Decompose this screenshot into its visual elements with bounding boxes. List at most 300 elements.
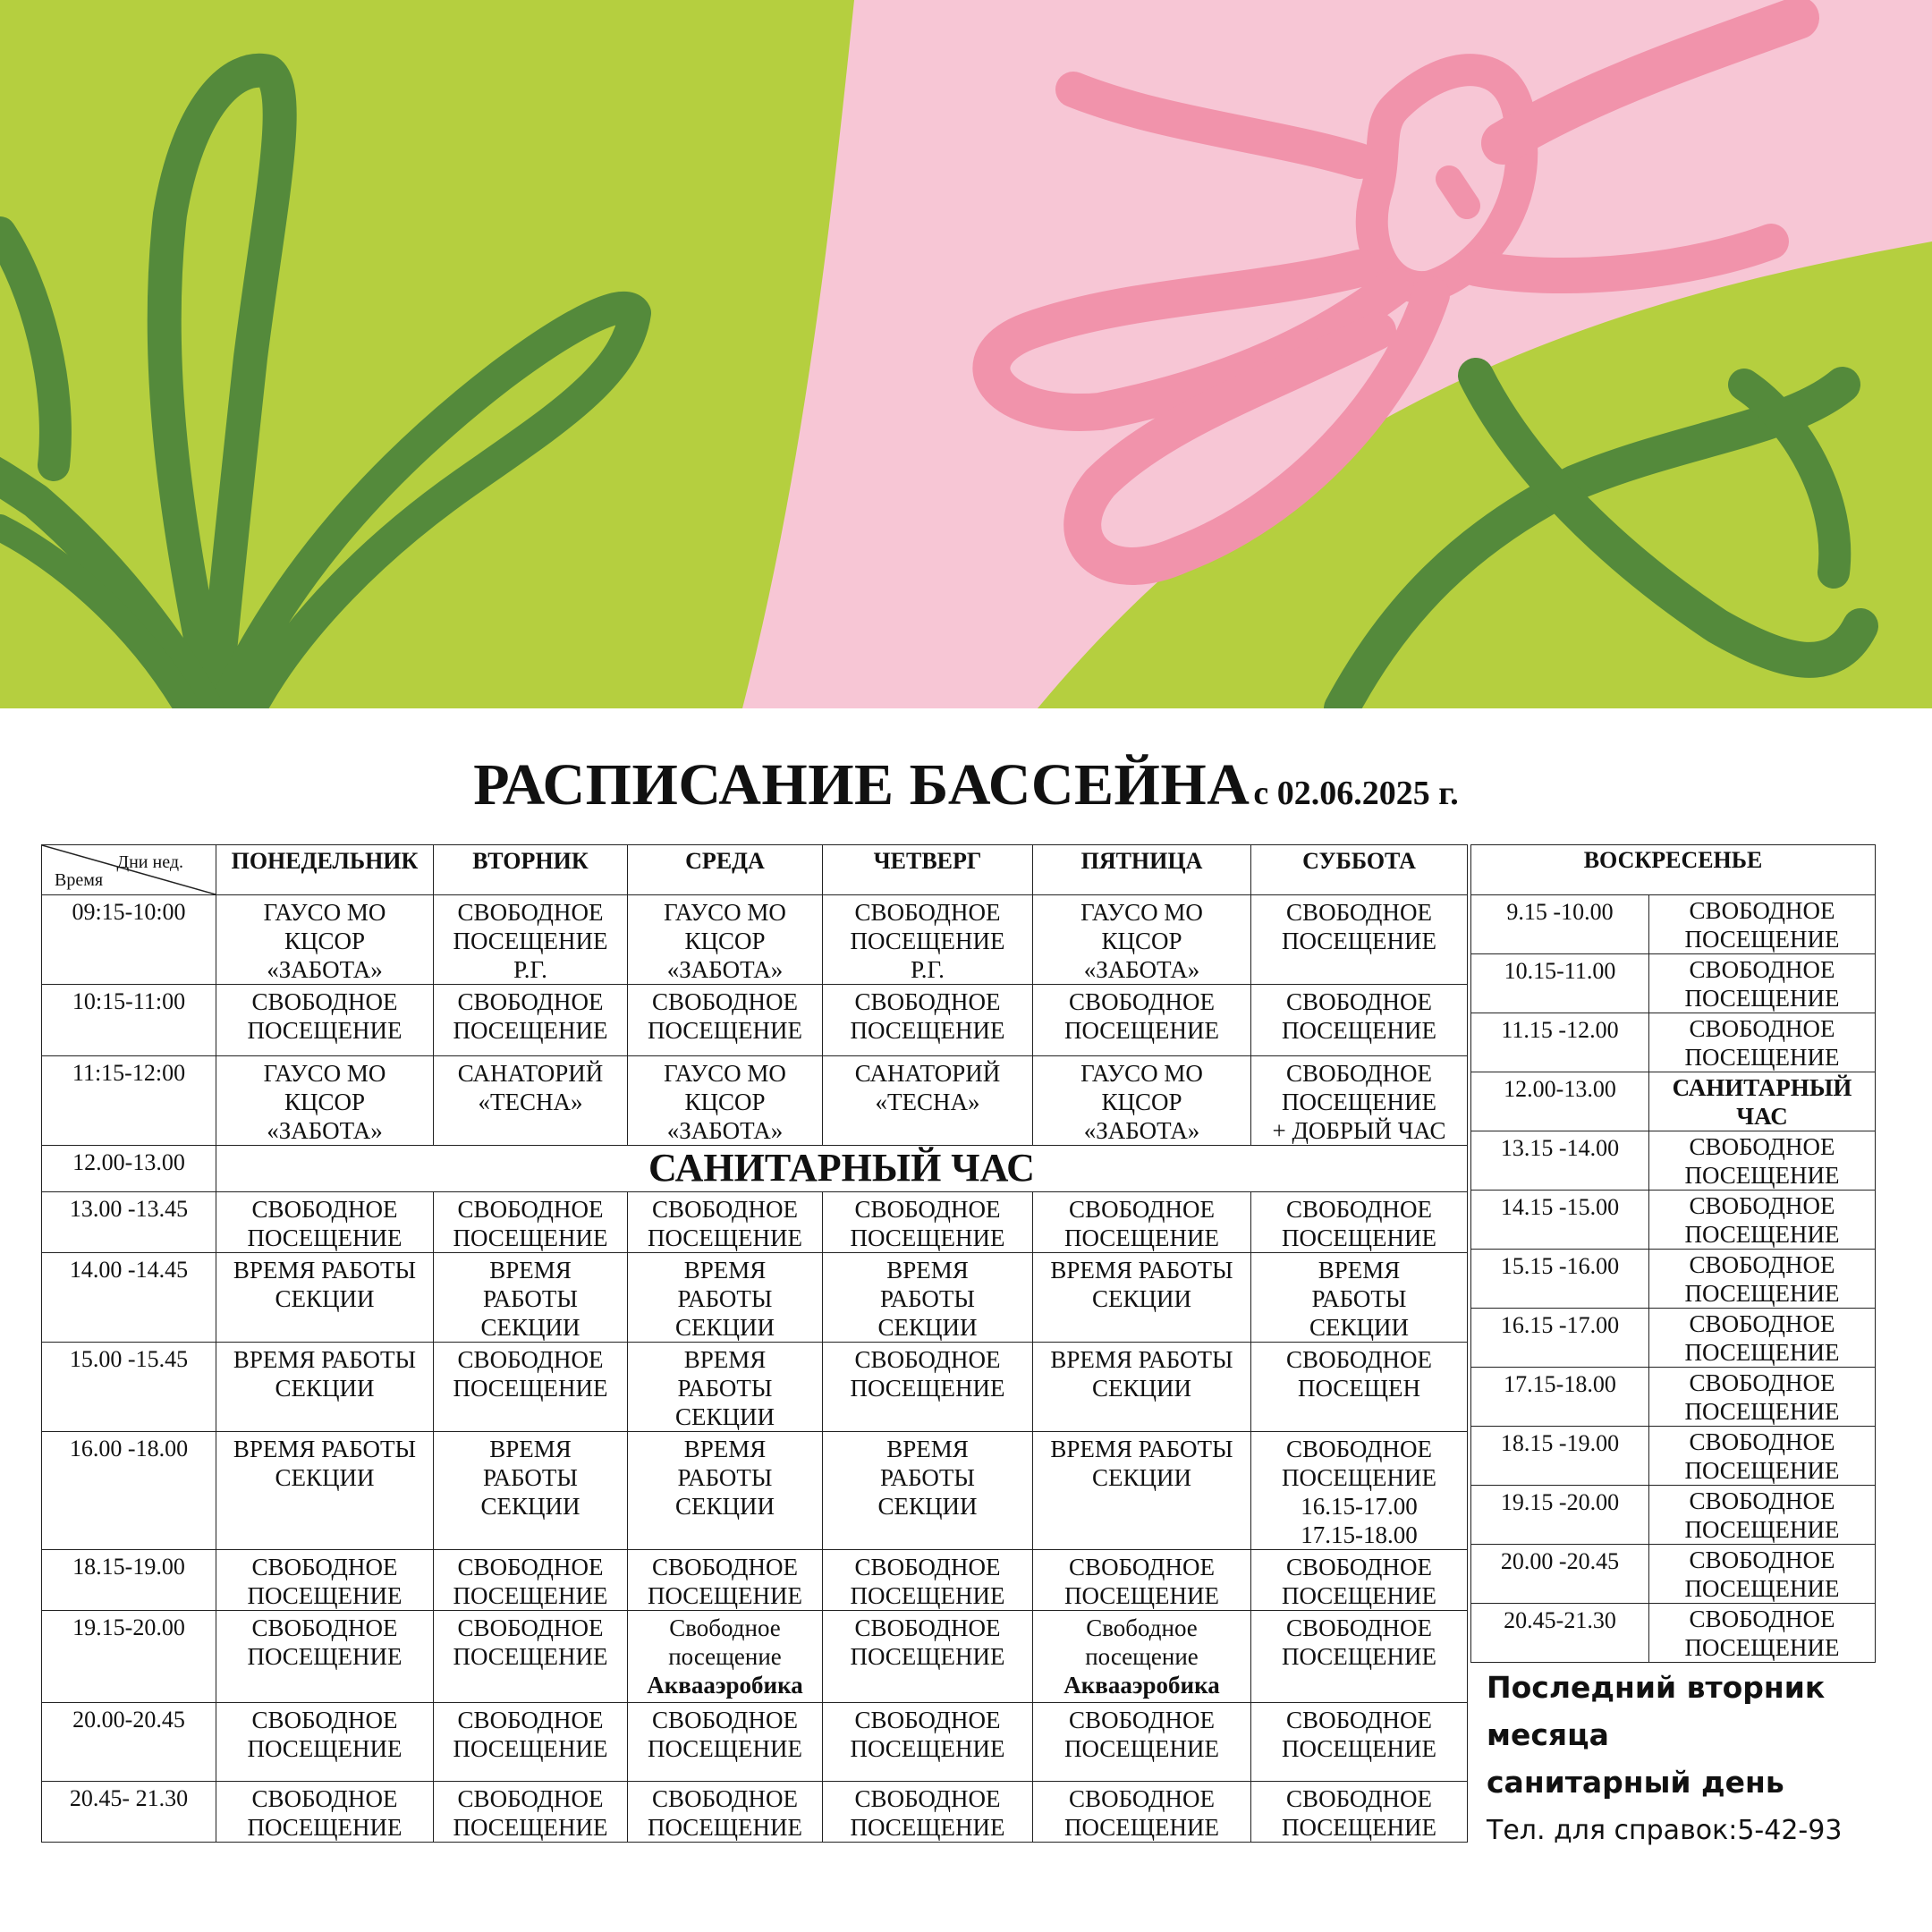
cell-line: СВОБОДНОЕ [1286, 1785, 1432, 1812]
cell-line: СЕКЦИИ [1091, 1375, 1191, 1402]
sunday-time-cell: 19.15 -20.00 [1471, 1486, 1649, 1545]
cell-line: ВРЕМЯ РАБОТЫ [1050, 1257, 1233, 1284]
cell-line: СВОБОДНОЕ [1286, 1554, 1432, 1580]
cell-line: КЦСОР [284, 928, 366, 954]
time-cell: 10:15-11:00 [42, 985, 216, 1056]
cell-line: СВОБОДНОЕ [854, 1785, 1001, 1812]
header-row [42, 845, 1468, 895]
schedule-cell [216, 1056, 434, 1146]
cell-line: ПОСЕЩЕНИЕ [1684, 1516, 1840, 1543]
corner-time-label: Время [55, 870, 104, 890]
sunday-cell [1649, 954, 1876, 1013]
schedule-cell [1033, 1192, 1251, 1253]
cell-line: ПОСЕЩЕНИЕ [1063, 1224, 1220, 1251]
schedule-cell [628, 1343, 823, 1432]
schedule-cell [434, 1192, 628, 1253]
cell-line: СВОБОДНОЕ [1689, 1310, 1835, 1337]
schedule-cell [1033, 1253, 1251, 1343]
schedule-cell [823, 1782, 1033, 1843]
cell-line: ПОСЕЩЕНИЕ [1684, 1044, 1840, 1071]
schedule-cell [628, 1192, 823, 1253]
cell-line: СВОБОДНОЕ [1069, 1785, 1215, 1812]
cell-line: КЦСОР [684, 1089, 766, 1115]
schedule-cell [216, 1432, 434, 1550]
cell-line: СВОБОДНОЕ [1069, 1554, 1215, 1580]
sunday-cell [1649, 1368, 1876, 1427]
schedule-cell [434, 985, 628, 1056]
cell-line: «ЗАБОТА» [267, 956, 383, 983]
schedule-cell [434, 1253, 628, 1343]
cell-line: ВРЕМЯ РАБОТЫ [233, 1346, 417, 1373]
cell-line: ГАУСО МО [664, 899, 786, 926]
cell-line: СВОБОДНОЕ [1689, 1369, 1835, 1396]
cell-line: РАБОТЫ [1311, 1285, 1407, 1312]
sunday-row [1471, 1545, 1876, 1604]
cell-line: ПОСЕЩЕНИЕ [453, 1375, 608, 1402]
cell-line: ПОСЕЩЕНИЕ [1684, 1634, 1840, 1661]
day-header: ВТОРНИК [434, 845, 628, 895]
schedule-cell [1033, 1432, 1251, 1550]
cell-line: «ТЕСНА» [875, 1089, 980, 1115]
cell-line: ПОСЕЩЕНИЕ [850, 1643, 1005, 1670]
cell-line: ПОСЕЩЕНИЕ [1281, 1224, 1437, 1251]
sunday-time-cell: 15.15 -16.00 [1471, 1250, 1649, 1309]
schedule-cell [823, 895, 1033, 985]
cell-line: СВОБОДНОЕ [1286, 1346, 1432, 1373]
schedule-cell [434, 1703, 628, 1782]
cell-line: СЕКЦИИ [275, 1464, 375, 1491]
cell-line: РАБОТЫ [677, 1375, 773, 1402]
cell-line: ПОСЕЩЕНИЕ [1281, 1017, 1437, 1044]
time-cell: 20.00-20.45 [42, 1703, 216, 1782]
cell-line: ПОСЕЩЕНИЕ [1684, 1457, 1840, 1484]
sunday-cell [1649, 1191, 1876, 1250]
time-cell: 13.00 -13.45 [42, 1192, 216, 1253]
schedule-cell [823, 1432, 1033, 1550]
cell-line: ПОСЕЩЕНИЕ [647, 1017, 803, 1044]
schedule-cell [216, 1703, 434, 1782]
schedule-cell [823, 1253, 1033, 1343]
cell-line: СЕКЦИИ [480, 1314, 580, 1341]
corner-days-label: Дни нед. [116, 852, 183, 872]
cell-line: ПОСЕЩЕНИЕ [247, 1735, 402, 1762]
cell-line: СВОБОДНОЕ [457, 988, 604, 1015]
cell-line: ПОСЕЩЕНИЕ [247, 1017, 402, 1044]
schedule-cell [434, 1782, 628, 1843]
cell-line: ПОСЕЩЕНИЕ [1684, 1280, 1840, 1307]
sunday-cell [1649, 1486, 1876, 1545]
time-cell: 16.00 -18.00 [42, 1432, 216, 1550]
sunday-cell [1649, 1250, 1876, 1309]
schedule-cell [434, 1550, 628, 1611]
schedule-row [42, 1056, 1468, 1146]
cell-line: СЕКЦИИ [674, 1493, 775, 1520]
cell-line: ПОСЕЩЕНИЕ [647, 1814, 803, 1841]
cell-line: ВРЕМЯ [886, 1436, 969, 1462]
cell-line: ПОСЕЩЕНИЕ [1281, 1814, 1437, 1841]
sunday-time-cell: 12.00-13.00 [1471, 1072, 1649, 1131]
cell-line: ПОСЕЩЕНИЕ [1684, 1221, 1840, 1248]
schedule-cell [1251, 985, 1468, 1056]
phone-info: Тел. для справок:5-42-93 [1487, 1815, 1843, 1846]
sunday-cell [1649, 1013, 1876, 1072]
corner-header [42, 845, 216, 895]
cell-line: «ЗАБОТА» [666, 956, 784, 983]
cell-line: ПОСЕЩЕНИЕ [850, 1814, 1005, 1841]
schedule-row [42, 1146, 1468, 1192]
cell-line: КЦСОР [684, 928, 766, 954]
cell-line: СВОБОДНОЕ [1689, 956, 1835, 983]
time-cell: 18.15-19.00 [42, 1550, 216, 1611]
sunday-cell [1649, 1545, 1876, 1604]
cell-line: ВРЕМЯ [886, 1257, 969, 1284]
cell-line: ПОСЕЩЕНИЕ [647, 1735, 803, 1762]
cell-line: ГАУСО МО [1080, 1060, 1203, 1087]
cell-line: СВОБОДНОЕ [854, 1614, 1001, 1641]
cell-line: СВОБОДНОЕ [1286, 1436, 1432, 1462]
schedule-cell [1251, 1432, 1468, 1550]
schedule-cell [1033, 1343, 1251, 1432]
cell-line: ВРЕМЯ [683, 1257, 767, 1284]
schedule-cell [434, 1432, 628, 1550]
sunday-row [1471, 1013, 1876, 1072]
schedule-cell [1033, 1056, 1251, 1146]
sunday-time-cell: 13.15 -14.00 [1471, 1131, 1649, 1191]
schedule-cell [216, 1343, 434, 1432]
cell-line: СВОБОДНОЕ [1069, 1196, 1215, 1223]
sunday-time-cell: 16.15 -17.00 [1471, 1309, 1649, 1368]
schedule-cell [628, 1782, 823, 1843]
cell-line: ГАУСО МО [263, 899, 386, 926]
cell-line: ВРЕМЯ РАБОТЫ [233, 1436, 417, 1462]
cell-line: СЕКЦИИ [480, 1493, 580, 1520]
cell-line: ПОСЕЩЕНИЕ [850, 1017, 1005, 1044]
cell-line: ПОСЕЩЕНИЕ [1684, 1162, 1840, 1189]
cell-line: СВОБОДНОЕ [251, 1554, 398, 1580]
cell-line: ГАУСО МО [664, 1060, 786, 1087]
sunday-row [1471, 1309, 1876, 1368]
cell-line: ПОСЕЩЕНИЕ [850, 928, 1005, 954]
time-cell: 09:15-10:00 [42, 895, 216, 985]
cell-line: ПОСЕЩЕНИЕ [1281, 1643, 1437, 1670]
schedule-row [42, 985, 1468, 1056]
cell-line: ПОСЕЩЕНИЕ [1684, 1398, 1840, 1425]
schedule-row [42, 1192, 1468, 1253]
sanitary-hour-cell: САНИТАРНЫЙ ЧАС [216, 1146, 1468, 1192]
schedule-row [42, 1343, 1468, 1432]
cell-line: ПОСЕЩЕНИЕ [1684, 926, 1840, 953]
cell-line: СВОБОДНОЕ [1689, 1192, 1835, 1219]
cell-line: СВОБОДНОЕ [1689, 1251, 1835, 1278]
title-date: с 02.06.2025 г. [1253, 775, 1459, 812]
schedule-cell [823, 985, 1033, 1056]
cell-line: СВОБОДНОЕ [457, 1196, 604, 1223]
cell-line: «ЗАБОТА» [1083, 956, 1200, 983]
cell-line: ПОСЕЩЕНИЕ [850, 1735, 1005, 1762]
cell-line: 17.15-18.00 [1301, 1521, 1418, 1548]
time-cell: 12.00-13.00 [42, 1146, 216, 1192]
schedule-cell [1251, 1611, 1468, 1703]
schedule-cell [823, 1611, 1033, 1703]
cell-line: СЕКЦИИ [877, 1493, 978, 1520]
schedule-cell [628, 1550, 823, 1611]
schedule-cell [1033, 1550, 1251, 1611]
cell-line: СВОБОДНОЕ [1689, 1546, 1835, 1573]
cell-line: ПОСЕЩЕНИЕ [1281, 1735, 1437, 1762]
cell-line: СВОБОДНОЕ [1286, 899, 1432, 926]
cell-line: СВОБОДНОЕ [1689, 1428, 1835, 1455]
day-header: ПОНЕДЕЛЬНИК [216, 845, 434, 895]
cell-line: ВРЕМЯ РАБОТЫ [1050, 1436, 1233, 1462]
cell-line: «ЗАБОТА» [1083, 1117, 1200, 1144]
cell-line: ПОСЕЩЕНИЕ [453, 1814, 608, 1841]
schedule-cell [216, 985, 434, 1056]
schedule-cell [1251, 895, 1468, 985]
schedule-cell [823, 1056, 1033, 1146]
cell-line: СВОБОДНОЕ [457, 1346, 604, 1373]
sunday-row [1471, 954, 1876, 1013]
sunday-cell [1649, 1072, 1876, 1131]
cell-line: СВОБОДНОЕ [1286, 988, 1432, 1015]
cell-line: посещение [1085, 1643, 1199, 1670]
schedule-cell [1251, 1253, 1468, 1343]
day-header: ПЯТНИЦА [1033, 845, 1251, 895]
cell-line: ПОСЕЩЕНИЕ [1063, 1814, 1220, 1841]
sunday-time-cell: 18.15 -19.00 [1471, 1427, 1649, 1486]
decorative-banner [0, 0, 1932, 708]
sunday-time-cell: 10.15-11.00 [1471, 954, 1649, 1013]
cell-line: ПОСЕЩЕНИЕ [1063, 1582, 1220, 1609]
cell-line: СЕКЦИИ [275, 1285, 375, 1312]
cell-line: СВОБОДНОЕ [1286, 1614, 1432, 1641]
schedule-cell [1033, 1703, 1251, 1782]
cell-line: ПОСЕЩЕНИЕ [453, 928, 608, 954]
schedule-cell [823, 1703, 1033, 1782]
note-line: месяца [1487, 1717, 1609, 1752]
cell-line: СВОБОДНОЕ [251, 1614, 398, 1641]
cell-line: ВРЕМЯ [489, 1257, 572, 1284]
cell-line: СВОБОДНОЕ [854, 1196, 1001, 1223]
time-cell: 15.00 -15.45 [42, 1343, 216, 1432]
cell-line: СВОБОДНОЕ [457, 1707, 604, 1733]
schedule-cell [628, 895, 823, 985]
cell-line: ПОСЕЩЕНИЕ [247, 1643, 402, 1670]
sunday-header-row [1471, 845, 1876, 895]
cell-line: ПОСЕЩЕНИЕ [453, 1643, 608, 1670]
schedule-cell [1033, 895, 1251, 985]
cell-line: ПОСЕЩЕНИЕ [1281, 928, 1437, 954]
cell-line: СВОБОДНОЕ [457, 1785, 604, 1812]
cell-line: КЦСОР [284, 1089, 366, 1115]
weekday-schedule-table [41, 844, 1468, 1843]
sunday-cell [1649, 1131, 1876, 1191]
sunday-time-cell: 11.15 -12.00 [1471, 1013, 1649, 1072]
cell-line: СВОБОДНОЕ [1286, 1707, 1432, 1733]
schedule-cell [1251, 1343, 1468, 1432]
cell-line: ПОСЕЩЕНИЕ [1281, 1582, 1437, 1609]
schedule-cell [823, 1192, 1033, 1253]
cell-line: СВОБОДНОЕ [251, 1707, 398, 1733]
schedule-cell [434, 1611, 628, 1703]
cell-line: ВРЕМЯ [489, 1436, 572, 1462]
cell-line: СВОБОДНОЕ [1689, 1015, 1835, 1042]
schedule-cell [1251, 1782, 1468, 1843]
cell-line: СВОБОДНОЕ [1689, 1606, 1835, 1632]
schedule-cell [216, 1253, 434, 1343]
sunday-row [1471, 1427, 1876, 1486]
cell-line: «ЗАБОТА» [666, 1117, 784, 1144]
cell-line: ПОСЕЩЕНИЕ [453, 1017, 608, 1044]
sunday-cell [1649, 1427, 1876, 1486]
cell-line: ПОСЕЩЕН [1297, 1375, 1421, 1402]
sunday-time-cell: 17.15-18.00 [1471, 1368, 1649, 1427]
cell-line: 16.15-17.00 [1301, 1493, 1418, 1520]
cell-line: ГАУСО МО [1080, 899, 1203, 926]
schedule-cell [1251, 1192, 1468, 1253]
cell-line: ПОСЕЩЕНИЕ [647, 1224, 803, 1251]
sunday-row [1471, 1486, 1876, 1545]
cell-line: ПОСЕЩЕНИЕ [453, 1735, 608, 1762]
cell-line: КЦСОР [1101, 1089, 1182, 1115]
cell-line: РАБОТЫ [880, 1464, 975, 1491]
cell-line: РАБОТЫ [677, 1285, 773, 1312]
cell-line: СВОБОДНОЕ [1689, 897, 1835, 924]
cell-line: СВОБОДНОЕ [457, 1614, 604, 1641]
cell-line: СВОБОДНОЕ [1689, 1133, 1835, 1160]
cell-line: СВОБОДНОЕ [652, 1707, 798, 1733]
cell-line: СВОБОДНОЕ [854, 988, 1001, 1015]
schedule-row [42, 1432, 1468, 1550]
cell-line: СВОБОДНОЕ [652, 1554, 798, 1580]
sunday-time-cell: 9.15 -10.00 [1471, 895, 1649, 954]
schedule-cell [628, 1253, 823, 1343]
cell-line: «ЗАБОТА» [267, 1117, 383, 1144]
cell-line: СВОБОДНОЕ [251, 988, 398, 1015]
cell-line: ПОСЕЩЕНИЕ [647, 1582, 803, 1609]
cell-line: СВОБОДНОЕ [652, 1196, 798, 1223]
sunday-row [1471, 1191, 1876, 1250]
cell-line: СВОБОДНОЕ [251, 1196, 398, 1223]
cell-line: ПОСЕЩЕНИЕ [850, 1375, 1005, 1402]
cell-line: СВОБОДНОЕ [854, 1554, 1001, 1580]
sunday-row [1471, 1131, 1876, 1191]
cell-line: ПОСЕЩЕНИЕ [1281, 1089, 1437, 1115]
schedule-row [42, 895, 1468, 985]
cell-line: СЕКЦИИ [275, 1375, 375, 1402]
schedule-cell [628, 1703, 823, 1782]
schedule-row [42, 1782, 1468, 1843]
cell-line: СЕКЦИИ [674, 1403, 775, 1430]
cell-line: ПОСЕЩЕНИЕ [1684, 1339, 1840, 1366]
cell-line: ЧАС [1736, 1103, 1788, 1130]
note-line: санитарный день [1487, 1765, 1784, 1800]
cell-line: ПОСЕЩЕНИЕ [850, 1224, 1005, 1251]
schedule-row [42, 1703, 1468, 1782]
sunday-cell [1649, 895, 1876, 954]
cell-line: САНИТАРНЫЙ [1672, 1074, 1852, 1101]
cell-line: ПОСЕЩЕНИЕ [247, 1814, 402, 1841]
sunday-row [1471, 1072, 1876, 1131]
schedule-cell [216, 895, 434, 985]
cell-line: СВОБОДНОЕ [1286, 1060, 1432, 1087]
cell-line: «ТЕСНА» [478, 1089, 583, 1115]
day-header: СУББОТА [1251, 845, 1468, 895]
cell-line: ПОСЕЩЕНИЕ [850, 1582, 1005, 1609]
cell-line: СЕКЦИИ [674, 1314, 775, 1341]
cell-line: РАБОТЫ [483, 1285, 578, 1312]
schedule-cell [434, 1056, 628, 1146]
cell-line: ПОСЕЩЕНИЕ [247, 1224, 402, 1251]
activity-label: Аквааэробика [647, 1672, 803, 1699]
cell-line: ПОСЕЩЕНИЕ [1281, 1464, 1437, 1491]
cell-line: СВОБОДНОЕ [1286, 1196, 1432, 1223]
cell-line: ВРЕМЯ [1318, 1257, 1401, 1284]
schedule-cell [823, 1550, 1033, 1611]
schedule-cell [434, 1343, 628, 1432]
day-header: СРЕДА [628, 845, 823, 895]
schedule-cell [1033, 985, 1251, 1056]
sunday-row [1471, 1250, 1876, 1309]
cell-line: СВОБОДНОЕ [251, 1785, 398, 1812]
cell-line: Р.Г. [513, 956, 547, 983]
schedule-cell [216, 1192, 434, 1253]
time-cell: 11:15-12:00 [42, 1056, 216, 1146]
cell-line: РАБОТЫ [483, 1464, 578, 1491]
sunday-time-cell: 20.00 -20.45 [1471, 1545, 1649, 1604]
cell-line: СЕКЦИИ [877, 1314, 978, 1341]
schedule-cell [1033, 1782, 1251, 1843]
cell-line: СВОБОДНОЕ [652, 1785, 798, 1812]
cell-line: РАБОТЫ [880, 1285, 975, 1312]
cell-line: СВОБОДНОЕ [457, 899, 604, 926]
cell-line: СВОБОДНОЕ [854, 899, 1001, 926]
sunday-row [1471, 895, 1876, 954]
cell-line: ПОСЕЩЕНИЕ [1684, 985, 1840, 1012]
time-cell: 20.45- 21.30 [42, 1782, 216, 1843]
sunday-time-cell: 20.45-21.30 [1471, 1604, 1649, 1663]
cell-line: САНАТОРИЙ [457, 1060, 604, 1087]
cell-line: СЕКЦИИ [1309, 1314, 1409, 1341]
cell-line: ПОСЕЩЕНИЕ [1684, 1575, 1840, 1602]
cell-line: ПОСЕЩЕНИЕ [247, 1582, 402, 1609]
schedule-cell [216, 1782, 434, 1843]
cell-line: СЕКЦИИ [1091, 1285, 1191, 1312]
cell-line: СВОБОДНОЕ [1069, 1707, 1215, 1733]
title-main: РАСПИСАНИЕ БАССЕЙНА [473, 752, 1250, 818]
schedule-cell [434, 895, 628, 985]
sunday-cell [1649, 1309, 1876, 1368]
sunday-row [1471, 1604, 1876, 1663]
sunday-cell [1649, 1604, 1876, 1663]
cell-line: СВОБОДНОЕ [457, 1554, 604, 1580]
schedule-cell [628, 985, 823, 1056]
cell-line: ВРЕМЯ РАБОТЫ [1050, 1346, 1233, 1373]
cell-line: ГАУСО МО [263, 1060, 386, 1087]
sanitary-day-note [1487, 1664, 1907, 1856]
sunday-header: ВОСКРЕСЕНЬЕ [1471, 845, 1876, 895]
cell-line: ВРЕМЯ [683, 1436, 767, 1462]
cell-line: ПОСЕЩЕНИЕ [1063, 1735, 1220, 1762]
cell-line: Р.Г. [911, 956, 945, 983]
schedule-cell [216, 1611, 434, 1703]
schedule-cell [1251, 1056, 1468, 1146]
schedule-cell [216, 1550, 434, 1611]
schedule-row [42, 1253, 1468, 1343]
sunday-schedule-table [1470, 844, 1876, 1663]
cell-line: ПОСЕЩЕНИЕ [1063, 1017, 1220, 1044]
sunday-time-cell: 14.15 -15.00 [1471, 1191, 1649, 1250]
cell-line: СЕКЦИИ [1091, 1464, 1191, 1491]
